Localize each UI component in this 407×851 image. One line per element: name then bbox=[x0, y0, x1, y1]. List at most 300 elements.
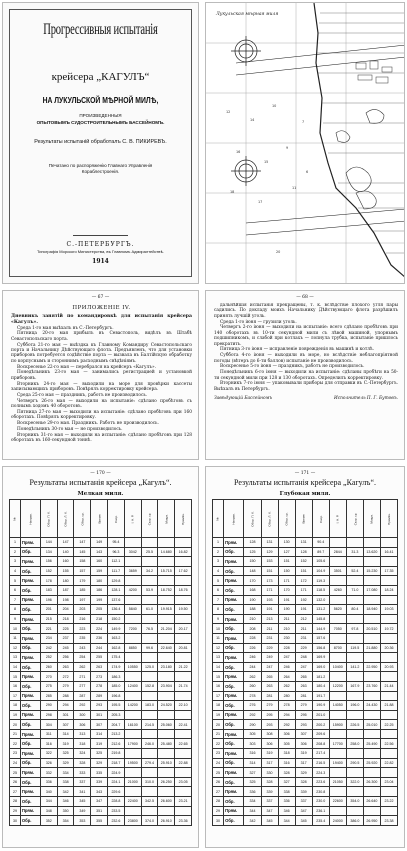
table-cell: 149.9 bbox=[108, 624, 125, 634]
table-row bbox=[213, 633, 398, 643]
table-row bbox=[10, 806, 192, 816]
table-row bbox=[10, 547, 192, 557]
table-cell: 19 bbox=[213, 710, 224, 720]
table-cell: 342 bbox=[57, 787, 74, 797]
table-cell: 281 bbox=[295, 691, 312, 701]
diary-paragraph: Среда 25-го мая — праздникъ, работъ не производилось. bbox=[17, 392, 148, 398]
table-cell: 342.5 bbox=[141, 797, 158, 807]
table-cell: 150 bbox=[278, 566, 295, 576]
table-cell: 328 bbox=[278, 768, 295, 778]
table-cell: 147 bbox=[57, 538, 74, 548]
table-cell bbox=[329, 538, 346, 548]
table-cell bbox=[363, 672, 380, 682]
table-cell: 95.4 bbox=[108, 538, 125, 548]
table-cell bbox=[329, 691, 346, 701]
table-cell: 12200 bbox=[329, 681, 346, 691]
table-cell bbox=[329, 576, 346, 586]
table-row bbox=[213, 768, 398, 778]
table-cell: 12 bbox=[10, 643, 21, 653]
table-cell: 190.9 bbox=[312, 701, 329, 711]
table-cell bbox=[175, 691, 192, 701]
table-cell: 374.0 bbox=[141, 816, 158, 826]
table-cell: 134 bbox=[40, 547, 57, 557]
table-cell: 327 bbox=[278, 777, 295, 787]
table-cell: 329 bbox=[295, 768, 312, 778]
table-cell: 18.752 bbox=[158, 585, 175, 595]
table-cell: 306 bbox=[74, 720, 91, 730]
table-row bbox=[10, 538, 192, 548]
table-cell: 25.480 bbox=[158, 739, 175, 749]
table-cell: 15900 bbox=[329, 720, 346, 730]
table-cell: 328 bbox=[295, 777, 312, 787]
table-row bbox=[10, 595, 192, 605]
results-table-shallow bbox=[9, 499, 192, 826]
svg-text:15: 15 bbox=[264, 160, 269, 164]
table-cell: 275 bbox=[40, 681, 57, 691]
table-cell: 25 bbox=[213, 768, 224, 778]
table-cell: Обр. bbox=[224, 662, 244, 672]
page-number: — 68 — bbox=[296, 295, 314, 300]
table-cell: 260 bbox=[244, 681, 261, 691]
table-cell: 18.940 bbox=[363, 605, 380, 615]
table-cell: Обр. bbox=[224, 681, 244, 691]
table-cell: 187 bbox=[57, 585, 74, 595]
table-cell: 196.0 bbox=[346, 701, 363, 711]
table-cell bbox=[346, 710, 363, 720]
table-cell: Обр. bbox=[20, 566, 40, 576]
table-cell: 129 bbox=[261, 547, 278, 557]
table-cell bbox=[175, 749, 192, 759]
table-cell: 170 bbox=[244, 576, 261, 586]
table-cell bbox=[380, 633, 397, 643]
table-row bbox=[10, 566, 192, 576]
table-row bbox=[10, 768, 192, 778]
table-cell: 279 bbox=[261, 701, 278, 711]
table-cell: 151 bbox=[295, 566, 312, 576]
table-cell: 232.6 bbox=[108, 816, 125, 826]
table-cell: 325 bbox=[57, 749, 74, 759]
title-page bbox=[2, 2, 199, 284]
table-cell: 26.950 bbox=[363, 816, 380, 826]
table-cell: Прям. bbox=[224, 557, 244, 567]
table-cell bbox=[329, 633, 346, 643]
table-cell: 292 bbox=[74, 701, 91, 711]
table-cell: 247 bbox=[261, 662, 278, 672]
table-row bbox=[10, 691, 192, 701]
table-cell bbox=[380, 576, 397, 586]
table-cell: 178 bbox=[40, 576, 57, 586]
table-cell: 293 bbox=[295, 720, 312, 730]
diary-text-left bbox=[11, 303, 192, 455]
table-cell: 61.0 bbox=[141, 605, 158, 615]
table-row bbox=[213, 701, 398, 711]
table-cell: Прям. bbox=[224, 576, 244, 586]
table-cell: 316 bbox=[40, 739, 57, 749]
table-cell: 9 bbox=[10, 614, 21, 624]
table-row bbox=[213, 729, 398, 739]
table-cell: 247 bbox=[295, 662, 312, 672]
table-cell: 16 bbox=[213, 681, 224, 691]
diary-paragraph: Четвергъ 2-го іюня — выходили на испытаніе: всего сдѣлано пробѣговъ при 140 оборотахъ въ 10-ти секундной мили съ лѣвой машиной, упорнымъ подшипникомъ, и слабой при котлахъ — лопнула трубка, испытаніе пришлось прекратить. bbox=[214, 325, 398, 347]
table-cell: 19.915 bbox=[158, 605, 175, 615]
table-cell bbox=[363, 538, 380, 548]
table-cell: 18.76 bbox=[175, 585, 192, 595]
table-cell bbox=[175, 672, 192, 682]
table-cell: 26 bbox=[213, 777, 224, 787]
table-cell: 18 bbox=[213, 701, 224, 711]
header-label: Скор. ср. bbox=[147, 512, 152, 525]
table-cell bbox=[124, 653, 141, 663]
table-cell: 246.0 bbox=[141, 739, 158, 749]
table-title: Результаты испытанія крейсера „Кагулъ“. bbox=[29, 478, 172, 487]
table-cell: 30 bbox=[213, 816, 224, 826]
diary-paragraph: Пятница 27-го мая — выходили на испытаніе: сдѣлано пробѣговъ при 160 оборотахъ. Повѣрялъ корректировку. bbox=[11, 409, 192, 421]
table-cell: 136.4 bbox=[108, 605, 125, 615]
diary-paragraph: дальнѣйшія испытанія прекращены, т. к. вслѣдствіе плохого угля пары садились. По докладу моихъ Начальнику Дѣйствующаго флота разрѣшилъ принять лучшій уголь. bbox=[214, 303, 398, 319]
table-cell bbox=[380, 691, 397, 701]
table-cell bbox=[329, 672, 346, 682]
table-title: Результаты испытанія крейсера „Кагулъ“. bbox=[233, 478, 376, 487]
table-cell: 242 bbox=[40, 643, 57, 653]
table-cell: 181.2 bbox=[312, 672, 329, 682]
table-cell: 180 bbox=[57, 576, 74, 586]
table-cell: 204 bbox=[57, 605, 74, 615]
table-row bbox=[213, 605, 398, 615]
table-cell: 17.080 bbox=[363, 585, 380, 595]
table-cell: 319 bbox=[91, 739, 108, 749]
table-cell: 200.2 bbox=[312, 720, 329, 730]
table-cell: Обр. bbox=[224, 585, 244, 595]
table-cell: 21.44 bbox=[380, 681, 397, 691]
table-cell: 205.3 bbox=[108, 710, 125, 720]
table-cell: 347 bbox=[295, 806, 312, 816]
table-cell: 25.060 bbox=[158, 720, 175, 730]
table-cell: 3 bbox=[10, 557, 21, 567]
table-cell: 23.22 bbox=[380, 797, 397, 807]
table-cell: 245 bbox=[57, 643, 74, 653]
table-cell: 198 bbox=[57, 595, 74, 605]
table-cell: 294 bbox=[57, 701, 74, 711]
svg-text:6: 6 bbox=[306, 170, 309, 174]
table-cell: Прям. bbox=[20, 672, 40, 682]
table-cell: 347 bbox=[261, 806, 278, 816]
table-cell bbox=[346, 787, 363, 797]
table-cell: Прям. bbox=[20, 557, 40, 567]
table-row bbox=[10, 777, 192, 787]
table-cell: 339 bbox=[295, 787, 312, 797]
table-cell: 292 bbox=[244, 710, 261, 720]
header-label: Обор. П. б. bbox=[46, 510, 51, 527]
results-page-deep bbox=[205, 466, 405, 848]
table-cell: 159 bbox=[91, 566, 108, 576]
table-cell bbox=[329, 614, 346, 624]
table-cell: 5620 bbox=[329, 605, 346, 615]
table-cell bbox=[124, 806, 141, 816]
table-header-cell bbox=[261, 500, 278, 538]
table-cell: 24000 bbox=[329, 816, 346, 826]
table-cell: 191.7 bbox=[312, 691, 329, 701]
table-cell: 14 bbox=[10, 662, 21, 672]
table-cell: 342 bbox=[244, 816, 261, 826]
publication-city: С.-ПЕТЕРБУРГЪ. bbox=[66, 241, 135, 248]
table-cell: 217.4 bbox=[312, 749, 329, 759]
table-cell: 211 bbox=[295, 624, 312, 634]
table-cell bbox=[124, 614, 141, 624]
table-cell: 5 bbox=[10, 576, 21, 586]
table-cell: 351 bbox=[91, 806, 108, 816]
table-cell: 339 bbox=[91, 777, 108, 787]
table-cell bbox=[158, 729, 175, 739]
table-cell: 355 bbox=[91, 816, 108, 826]
header-label: Скор. bbox=[113, 514, 118, 523]
table-cell: 22.640 bbox=[158, 643, 175, 653]
table-cell: 330 bbox=[261, 768, 278, 778]
table-cell: 14050 bbox=[329, 701, 346, 711]
diary-paragraph: Вторникъ 31-го мая — выходили на испытаніе: сдѣлано пробѣговъ при 128 оборотахъ въ 160-секундной тоннѣ. bbox=[11, 432, 192, 444]
table-cell: 293 bbox=[91, 701, 108, 711]
table-cell: 244 bbox=[91, 643, 108, 653]
table-cell: Прям. bbox=[224, 653, 244, 663]
table-cell: 19400 bbox=[329, 758, 346, 768]
table-cell: 152 bbox=[40, 566, 57, 576]
table-cell: 23800 bbox=[124, 816, 141, 826]
produced-line-2: ОПЫТОВЫМЪ СУДОСТРОИТЕЛЬНЫМЪ БАССЕЙНОМЪ. bbox=[36, 120, 165, 125]
processed-by: Результаты испытаній обработалъ С. В. ПИКИРЕВЪ. bbox=[34, 139, 167, 145]
table-header-cell bbox=[57, 500, 74, 538]
table-cell: 140 bbox=[57, 547, 74, 557]
table-cell: 288 bbox=[57, 691, 74, 701]
table-cell: 16100 bbox=[124, 720, 141, 730]
table-cell: 233.5 bbox=[108, 806, 125, 816]
diary-paragraphs bbox=[11, 326, 192, 444]
table-cell: 260 bbox=[40, 662, 57, 672]
table-cell: 118.5 bbox=[312, 585, 329, 595]
table-cell: 179 bbox=[74, 576, 91, 586]
table-cell bbox=[175, 768, 192, 778]
table-cell: 236 bbox=[91, 633, 108, 643]
table-cell bbox=[346, 749, 363, 759]
table-cell: 276 bbox=[244, 701, 261, 711]
table-cell: 96.3 bbox=[108, 547, 125, 557]
table-cell: 212.6 bbox=[108, 739, 125, 749]
table-cell: 338 bbox=[278, 787, 295, 797]
table-cell: 244 bbox=[244, 662, 261, 672]
table-header-cell bbox=[10, 500, 21, 538]
signatures bbox=[214, 396, 398, 401]
table-row bbox=[213, 566, 398, 576]
table-cell: Прям. bbox=[224, 538, 244, 548]
table-cell bbox=[158, 672, 175, 682]
table-cell: 17900 bbox=[124, 739, 141, 749]
table-row bbox=[213, 576, 398, 586]
table-cell: Прям. bbox=[20, 806, 40, 816]
table-cell: 145.8 bbox=[312, 614, 329, 624]
table-cell: 183 bbox=[40, 585, 57, 595]
table-cell: 25.010 bbox=[363, 720, 380, 730]
table-cell: 172 bbox=[295, 576, 312, 586]
table-cell: Прям. bbox=[224, 614, 244, 624]
table-row bbox=[10, 787, 192, 797]
table-cell: 271 bbox=[74, 672, 91, 682]
table-cell: 190 bbox=[244, 595, 261, 605]
table-cell: 254 bbox=[74, 653, 91, 663]
table-cell bbox=[158, 595, 175, 605]
table-row bbox=[213, 749, 398, 759]
table-header-cell bbox=[244, 500, 261, 538]
table-cell: Обр. bbox=[224, 605, 244, 615]
table-cell: 160 bbox=[91, 557, 108, 567]
table-cell: 152.8 bbox=[141, 681, 158, 691]
table-cell: 265 bbox=[261, 672, 278, 682]
table-cell: 26.640 bbox=[363, 797, 380, 807]
table-cell: 14200 bbox=[124, 701, 141, 711]
table-cell: 2844 bbox=[329, 547, 346, 557]
table-cell: 143 bbox=[91, 547, 108, 557]
table-cell bbox=[363, 557, 380, 567]
table-cell: 22.950 bbox=[363, 662, 380, 672]
book-title: Прогрессивныя испытанія bbox=[43, 21, 158, 38]
table-cell: 11 bbox=[213, 633, 224, 643]
table-cell: 145 bbox=[74, 547, 91, 557]
table-cell: 7 bbox=[213, 595, 224, 605]
table-cell: 337 bbox=[261, 797, 278, 807]
table-cell bbox=[124, 729, 141, 739]
header-label: I. H. P. bbox=[130, 514, 135, 523]
table-cell: 218 bbox=[57, 614, 74, 624]
header-label: Скор. bbox=[318, 514, 323, 523]
table-cell: 4 bbox=[10, 566, 21, 576]
table-cell: 24 bbox=[10, 758, 21, 768]
table-cell: 10550 bbox=[124, 662, 141, 672]
table-cell: Прям. bbox=[224, 768, 244, 778]
table-cell bbox=[346, 633, 363, 643]
table-cell: 171 bbox=[295, 585, 312, 595]
table-cell bbox=[346, 614, 363, 624]
table-cell: 127 bbox=[278, 547, 295, 557]
table-cell: 224.3 bbox=[312, 768, 329, 778]
table-header-cell bbox=[108, 500, 125, 538]
table-cell bbox=[175, 806, 192, 816]
table-cell: 230.0 bbox=[312, 797, 329, 807]
table-cell: 17.62 bbox=[175, 566, 192, 576]
table-cell: 76.5 bbox=[141, 624, 158, 634]
table-cell: 2 bbox=[10, 547, 21, 557]
table-cell: 231 bbox=[295, 633, 312, 643]
table-cell bbox=[124, 749, 141, 759]
table-cell: 310.0 bbox=[141, 777, 158, 787]
table-cell: 8850 bbox=[124, 643, 141, 653]
table-cell: Обр. bbox=[20, 605, 40, 615]
table-cell bbox=[124, 595, 141, 605]
table-cell: Обр. bbox=[20, 777, 40, 787]
table-cell: 128 bbox=[295, 547, 312, 557]
svg-text:18: 18 bbox=[230, 190, 235, 194]
header-label: Время bbox=[97, 513, 102, 524]
table-cell: 22.56 bbox=[380, 739, 397, 749]
table-cell: 196.8 bbox=[108, 691, 125, 701]
table-cell: 229 bbox=[295, 643, 312, 653]
table-row bbox=[10, 643, 192, 653]
svg-text:7: 7 bbox=[302, 120, 305, 124]
table-cell: 13 bbox=[213, 653, 224, 663]
table-cell: 265 bbox=[295, 672, 312, 682]
table-cell bbox=[380, 595, 397, 605]
table-cell bbox=[158, 653, 175, 663]
table-cell: Прям. bbox=[20, 729, 40, 739]
table-cell bbox=[175, 710, 192, 720]
table-cell: 6 bbox=[213, 585, 224, 595]
table-cell bbox=[175, 595, 192, 605]
table-cell bbox=[158, 691, 175, 701]
table-cell: 270 bbox=[40, 672, 57, 682]
table-cell: 18.24 bbox=[380, 585, 397, 595]
table-header-cell bbox=[40, 500, 57, 538]
table-cell bbox=[380, 729, 397, 739]
table-cell: 171 bbox=[278, 576, 295, 586]
table-header-cell bbox=[346, 500, 363, 538]
table-cell bbox=[329, 768, 346, 778]
results-page-shallow bbox=[2, 466, 199, 848]
table-cell: 333 bbox=[74, 768, 91, 778]
table-cell: 8700 bbox=[329, 643, 346, 653]
table-cell: 294 bbox=[278, 710, 295, 720]
table-cell: 97.8 bbox=[346, 624, 363, 634]
table-cell: 14 bbox=[213, 662, 224, 672]
table-cell: 327 bbox=[244, 768, 261, 778]
table-cell bbox=[363, 614, 380, 624]
table-cell: 173 bbox=[261, 576, 278, 586]
table-header-cell bbox=[380, 500, 397, 538]
table-cell: 23.05 bbox=[175, 777, 192, 787]
table-cell: 148 bbox=[244, 566, 261, 576]
table-row bbox=[10, 576, 192, 586]
table-cell: 273 bbox=[91, 672, 108, 682]
table-cell: 21 bbox=[10, 729, 21, 739]
table-cell: 128 bbox=[244, 538, 261, 548]
table-cell: 156.8 bbox=[312, 643, 329, 653]
table-cell: 224.1 bbox=[108, 777, 125, 787]
table-row bbox=[213, 547, 398, 557]
table-cell: 325 bbox=[91, 749, 108, 759]
table-row bbox=[10, 720, 192, 730]
table-cell bbox=[141, 710, 158, 720]
table-cell: 52.4 bbox=[346, 566, 363, 576]
table-cell bbox=[124, 787, 141, 797]
table-cell: 344 bbox=[278, 816, 295, 826]
diary-paragraph: Вторникъ 7-го іюня — упаковывали приборы для отправки въ С.-Петербургъ. Выѣхалъ въ Петербургъ. bbox=[214, 381, 398, 392]
table-cell: 319 bbox=[295, 749, 312, 759]
table-cell: 5840 bbox=[124, 605, 141, 615]
table-cell: Прям. bbox=[20, 576, 40, 586]
table-cell: 218.7 bbox=[108, 758, 125, 768]
table-cell: 125 bbox=[244, 547, 261, 557]
table-cell: Обр. bbox=[20, 681, 40, 691]
table-cell bbox=[124, 576, 141, 586]
table-cell: 2 bbox=[213, 547, 224, 557]
table-cell: 119.5 bbox=[346, 643, 363, 653]
table-cell bbox=[175, 538, 192, 548]
table-cell: 22.65 bbox=[175, 739, 192, 749]
table-header-cell bbox=[74, 500, 91, 538]
table-cell: 318 bbox=[74, 739, 91, 749]
table-row bbox=[10, 758, 192, 768]
table-cell: 263 bbox=[261, 681, 278, 691]
table-cell: 208.8 bbox=[312, 739, 329, 749]
table-cell: 29 bbox=[213, 806, 224, 816]
diary-page-left bbox=[2, 290, 199, 460]
table-cell: 183.0 bbox=[141, 701, 158, 711]
table-row bbox=[10, 816, 192, 826]
